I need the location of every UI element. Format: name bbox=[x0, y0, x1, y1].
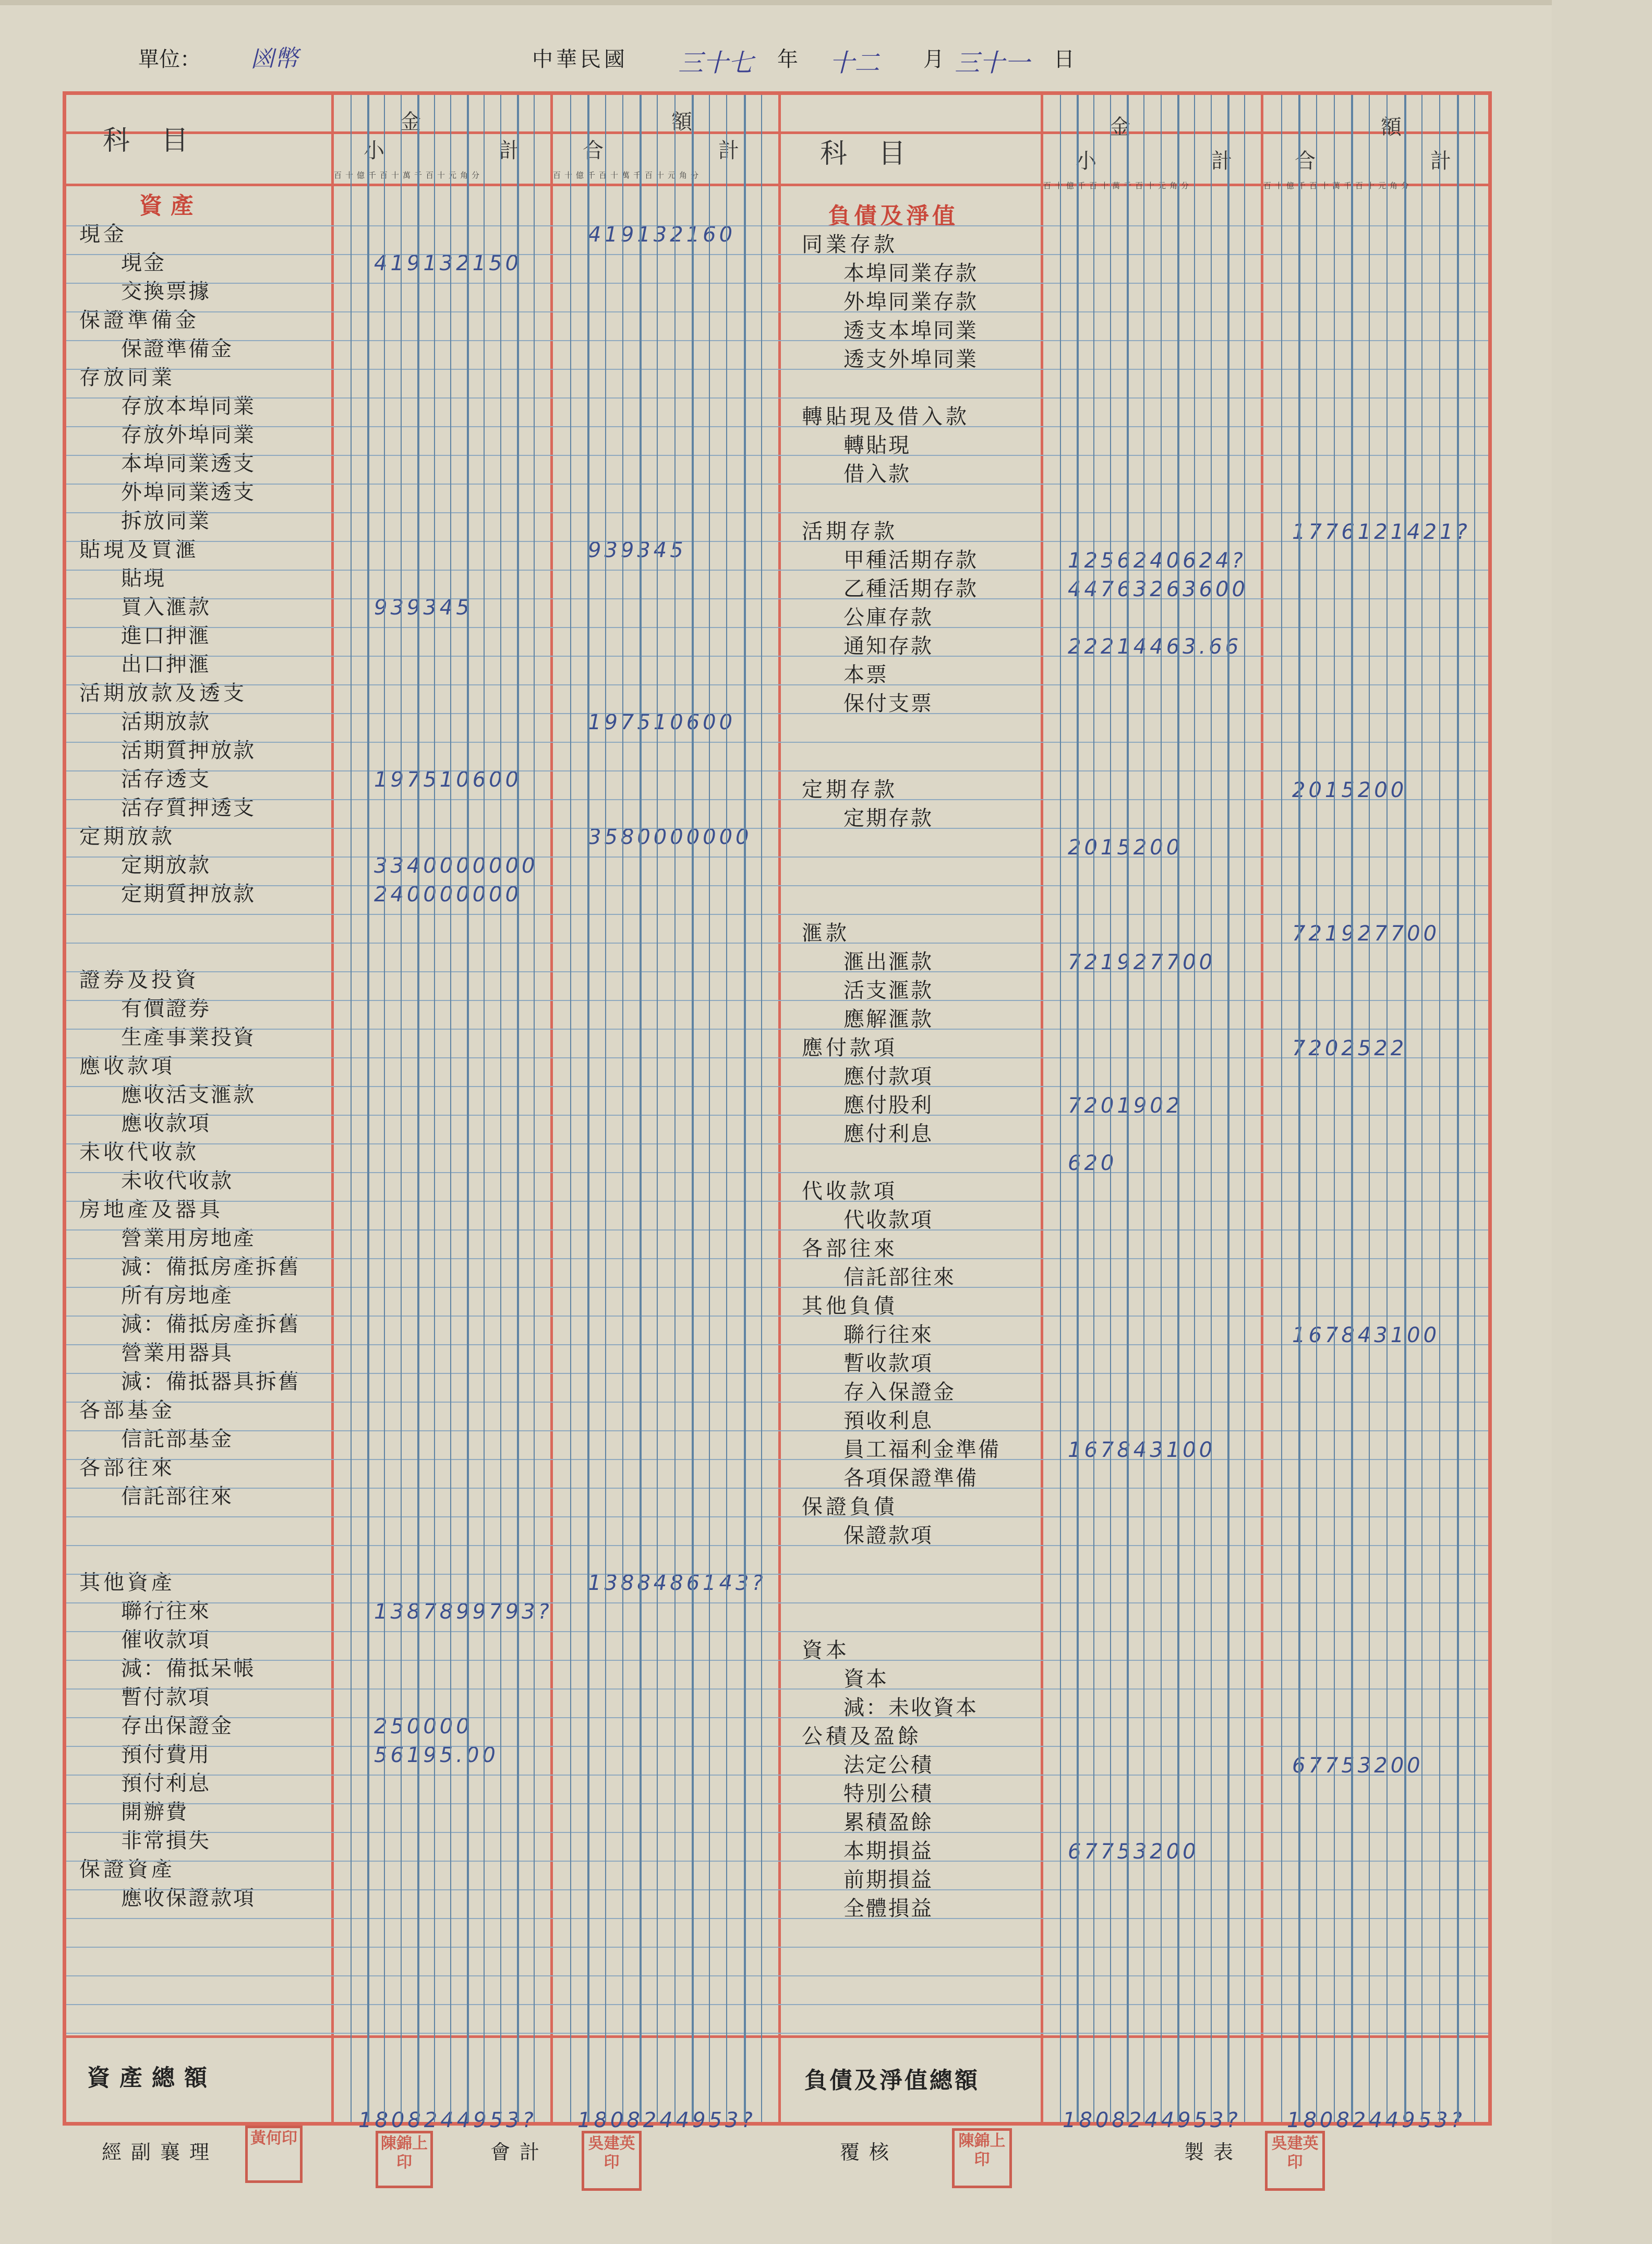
assets-row-label: 營業用器具 bbox=[121, 1341, 233, 1365]
grid-digit-line bbox=[367, 95, 369, 2122]
assets-row-label: 減：備抵房產拆舊 bbox=[121, 1312, 300, 1336]
assets-row-label: 信託部基金 bbox=[121, 1427, 233, 1451]
assets-row-label: 交換票據 bbox=[121, 280, 211, 304]
liabilities-row-label: 預收利息 bbox=[843, 1409, 933, 1433]
assets-row-subtotal: 56195.00 bbox=[374, 1743, 499, 1767]
grid-row-line bbox=[66, 1086, 1488, 1087]
assets-row-subtotal: 939345 bbox=[374, 596, 473, 620]
assets-row-subtotal: 1387899793? bbox=[374, 1600, 552, 1624]
grid-row-line bbox=[66, 1889, 1488, 1890]
digit-units-2: 百十億千百十萬千百十元角分 bbox=[553, 171, 703, 180]
liabilities-row-label: 各項保證準備 bbox=[843, 1466, 978, 1490]
grid-digit-line bbox=[605, 95, 606, 2122]
liabilities-row-subtotal: 7201902 bbox=[1068, 1094, 1183, 1118]
grid-row-line bbox=[66, 1287, 1488, 1288]
liabilities-row-label: 保證款項 bbox=[843, 1524, 933, 1548]
assets-row-label: 活期放款及透支 bbox=[79, 681, 247, 705]
grid-digit-line bbox=[1439, 95, 1440, 2122]
assets-row-subtotal: 197510600 bbox=[374, 768, 522, 792]
grid-digit-line bbox=[1457, 95, 1459, 2122]
assets-row-label: 未收代收款 bbox=[79, 1140, 199, 1164]
assets-row-label: 各部基金 bbox=[79, 1398, 175, 1422]
assets-row-label: 現金 bbox=[121, 251, 166, 275]
grid-row-line bbox=[66, 1631, 1488, 1632]
assets-row-label: 各部往來 bbox=[79, 1456, 175, 1480]
grid-row-line bbox=[66, 369, 1488, 370]
assets-row-label: 房地產及器具 bbox=[79, 1198, 223, 1222]
grid-row-line bbox=[66, 1430, 1488, 1431]
grid-row-line bbox=[66, 1459, 1488, 1460]
liabilities-row-label: 累積盈餘 bbox=[843, 1811, 933, 1835]
grid-row-line bbox=[66, 512, 1488, 513]
liabilities-row-label: 應付利息 bbox=[843, 1122, 933, 1146]
assets-heading: 資產 bbox=[139, 192, 202, 219]
grid-row-line bbox=[66, 713, 1488, 714]
liabilities-row-label: 本票 bbox=[843, 663, 888, 687]
grid-row-line bbox=[66, 1832, 1488, 1833]
assets-row-label: 買入滙款 bbox=[121, 595, 211, 619]
grid-row-line bbox=[66, 541, 1488, 542]
grid-row-line bbox=[66, 1115, 1488, 1116]
assets-row-subtotal: 250000 bbox=[374, 1715, 473, 1739]
assets-row-label: 定期放款 bbox=[121, 853, 211, 877]
liabilities-row-label: 聯行往來 bbox=[843, 1323, 933, 1347]
grid-row-line bbox=[66, 856, 1488, 858]
grid-digit-line bbox=[1194, 95, 1195, 2122]
liabilities-row-label: 各部往來 bbox=[802, 1237, 898, 1261]
grid-digit-line bbox=[1227, 95, 1229, 2122]
grid-digit-line bbox=[709, 95, 710, 2122]
grid-row-line bbox=[66, 684, 1488, 685]
liabilities-row-label: 透支外埠同業 bbox=[843, 347, 978, 371]
liabilities-row-label: 透支本埠同業 bbox=[843, 319, 978, 343]
liabilities-row-label: 存入保證金 bbox=[843, 1380, 956, 1404]
assets-row-label: 應收款項 bbox=[79, 1054, 175, 1078]
assets-row-label: 減：備抵房產拆舊 bbox=[121, 1255, 300, 1279]
assets-row-label: 存放外埠同業 bbox=[121, 423, 256, 447]
assets-row-label: 活存質押透支 bbox=[121, 796, 256, 820]
liabilities-grand-subtotal: 1808244953? bbox=[1063, 2108, 1241, 2132]
total-header-right: 合計 bbox=[1295, 149, 1566, 173]
grid-digit-line bbox=[1060, 95, 1061, 2122]
grid-row-line bbox=[66, 570, 1488, 571]
grid-row-line bbox=[66, 1602, 1488, 1603]
liabilities-row-label: 應付款項 bbox=[843, 1065, 933, 1089]
grid-row-line bbox=[66, 1316, 1488, 1317]
grid-digit-line bbox=[1177, 95, 1179, 2122]
assets-row-label: 出口押滙 bbox=[121, 653, 211, 677]
day-value: 三十一 bbox=[955, 49, 1030, 78]
liabilities-row-total: 1776121421? bbox=[1292, 520, 1470, 544]
unit-label: 單位： bbox=[138, 47, 201, 71]
grid-digit-line bbox=[467, 95, 469, 2122]
grid-row-line bbox=[66, 1688, 1488, 1690]
grid-row-line bbox=[66, 598, 1488, 599]
liabilities-row-total: 167843100 bbox=[1292, 1323, 1440, 1347]
digit-units-3: 百十億千百十萬千百十元角分 bbox=[1043, 181, 1193, 190]
unit-value: 𠚍幣 bbox=[250, 44, 298, 73]
grid-row-line bbox=[66, 1402, 1488, 1403]
grid-row-line bbox=[66, 1516, 1488, 1517]
liabilities-row-label: 定期存款 bbox=[802, 778, 898, 802]
grid-row-line bbox=[66, 1918, 1488, 1919]
assets-row-label: 預付費用 bbox=[121, 1743, 211, 1767]
grid-digit-line bbox=[1298, 95, 1300, 2122]
liabilities-row-label: 應付股利 bbox=[843, 1093, 933, 1117]
grid-digit-line bbox=[1211, 95, 1212, 2122]
grid-digit-line bbox=[534, 95, 535, 2122]
liabilities-row-label: 外埠同業存款 bbox=[843, 290, 978, 314]
liabilities-grand-total: 1808244953? bbox=[1287, 2108, 1465, 2132]
assets-row-subtotal: 3340000000 bbox=[374, 854, 538, 878]
assets-row-label: 開辦費 bbox=[121, 1800, 188, 1824]
grid-digit-line bbox=[1369, 95, 1370, 2122]
assets-row-label: 定期質押放款 bbox=[121, 882, 256, 906]
accounting-seal: 吳建英印 bbox=[582, 2131, 642, 2191]
liabilities-row-label: 減：未收資本 bbox=[843, 1696, 978, 1720]
assets-row-label: 保證資產 bbox=[79, 1857, 175, 1881]
grid-row-line bbox=[66, 1803, 1488, 1804]
grid-row-line bbox=[66, 1229, 1488, 1230]
liabilities-row-label: 公庫存款 bbox=[843, 606, 933, 630]
grid-digit-line bbox=[1110, 95, 1111, 2122]
assets-row-label: 本埠同業透支 bbox=[121, 452, 256, 476]
grid-digit-line bbox=[1281, 95, 1282, 2122]
grid-row-line bbox=[66, 1660, 1488, 1661]
liabilities-row-subtotal: 1256240624? bbox=[1068, 549, 1246, 573]
assets-row-label: 暫付款項 bbox=[121, 1685, 211, 1709]
grid-row-line bbox=[66, 1975, 1488, 1976]
grid-row-line bbox=[66, 1057, 1488, 1058]
grid-digit-line bbox=[640, 95, 642, 2122]
liabilities-row-label: 本期損益 bbox=[843, 1839, 933, 1863]
liabilities-row-label: 代收款項 bbox=[802, 1179, 898, 1203]
liabilities-row-label: 同業存款 bbox=[802, 233, 898, 257]
assets-row-label: 現金 bbox=[79, 222, 127, 246]
grid-digit-line bbox=[674, 95, 676, 2122]
liabilities-heading: 負債及淨值 bbox=[828, 203, 958, 230]
assets-row-label: 有價證券 bbox=[121, 997, 211, 1021]
liabilities-row-label: 其他負債 bbox=[802, 1294, 898, 1318]
assets-row-label: 非常損失 bbox=[121, 1829, 211, 1853]
grid-digit-line bbox=[1334, 95, 1335, 2122]
grid-row-line bbox=[66, 1746, 1488, 1747]
liabilities-row-label: 保付支票 bbox=[843, 692, 933, 716]
review-label: 覆核 bbox=[840, 2141, 899, 2164]
liabilities-row-total: 721927700 bbox=[1292, 922, 1440, 946]
grid-digit-line bbox=[622, 95, 623, 2122]
liabilities-row-total: 2015200 bbox=[1292, 778, 1407, 802]
grid-digit-line bbox=[1474, 95, 1475, 2122]
liabilities-row-subtotal: 2015200 bbox=[1068, 836, 1183, 860]
grid-row-line bbox=[66, 770, 1488, 771]
liabilities-row-subtotal: 167843100 bbox=[1068, 1438, 1216, 1462]
grid-digit-line bbox=[417, 95, 419, 2122]
grid-row-line bbox=[66, 1000, 1488, 1001]
assets-row-label: 營業用房地產 bbox=[121, 1226, 256, 1250]
liabilities-row-label: 通知存款 bbox=[843, 634, 933, 658]
assets-row-total: 3580000000 bbox=[588, 825, 752, 849]
liabilities-row-label: 活支滙款 bbox=[843, 979, 933, 1003]
liabilities-row-label: 應付款項 bbox=[802, 1036, 898, 1060]
grid-row-line bbox=[66, 1947, 1488, 1948]
grid-row-line bbox=[66, 1717, 1488, 1718]
grid-row-line bbox=[66, 340, 1488, 341]
grid-row-line bbox=[66, 311, 1488, 312]
assets-row-label: 貼現及買滙 bbox=[79, 538, 199, 562]
assets-row-label: 應收活支滙款 bbox=[121, 1083, 256, 1107]
grid-digit-line bbox=[1244, 95, 1245, 2122]
paper-edge bbox=[0, 0, 1552, 5]
liabilities-row-label: 甲種活期存款 bbox=[843, 548, 978, 572]
republic-label: 中華民國 bbox=[532, 47, 628, 71]
grid-digit-line bbox=[1127, 95, 1129, 2122]
assets-row-label: 存放本埠同業 bbox=[121, 394, 256, 418]
grid-row-line bbox=[66, 656, 1488, 657]
month-label: 月 bbox=[923, 47, 944, 71]
subject-header-right: 科目 bbox=[820, 138, 937, 170]
grid-row-line bbox=[66, 1029, 1488, 1030]
grid-row-line bbox=[66, 1488, 1488, 1489]
grid-row-line bbox=[66, 885, 1488, 886]
grid-digit-line bbox=[1143, 95, 1144, 2122]
assets-row-label: 未收代收款 bbox=[121, 1169, 233, 1193]
assets-grand-total: 1808244953? bbox=[577, 2108, 756, 2132]
assets-row-label: 減：備抵器具拆舊 bbox=[121, 1370, 300, 1394]
grid-row-line bbox=[66, 397, 1488, 399]
grid-row-line bbox=[66, 2033, 1488, 2034]
assets-row-label: 貼現 bbox=[121, 566, 166, 590]
assets-row-label: 聯行往來 bbox=[121, 1599, 211, 1623]
grid-row-line bbox=[66, 943, 1488, 944]
grid-digit-line bbox=[1386, 95, 1388, 2122]
assets-row-label: 存放同業 bbox=[79, 366, 175, 390]
grid-row-line bbox=[66, 742, 1488, 743]
grid-digit-line bbox=[657, 95, 658, 2122]
grid-row-line bbox=[66, 225, 1488, 226]
assets-row-label: 保證準備金 bbox=[121, 337, 233, 361]
grid-digit-line bbox=[761, 95, 762, 2122]
digit-units-1: 百十億千百十萬千百十元角分 bbox=[334, 171, 484, 180]
grid-digit-line bbox=[1351, 95, 1353, 2122]
assets-row-label: 進口押滙 bbox=[121, 624, 211, 648]
assets-row-label: 生產事業投資 bbox=[121, 1026, 256, 1049]
manager-seal: 黃何印 bbox=[245, 2126, 303, 2183]
year-value: 三十七 bbox=[678, 49, 754, 78]
grid-row-line bbox=[66, 1373, 1488, 1374]
grid-row-line bbox=[66, 1545, 1488, 1546]
grid-digit-line bbox=[587, 95, 589, 2122]
liabilities-row-label: 員工福利金準備 bbox=[843, 1438, 1000, 1462]
liabilities-row-label: 本埠同業存款 bbox=[843, 261, 978, 285]
assets-row-label: 活存透支 bbox=[121, 767, 211, 791]
liabilities-row-label: 滙款 bbox=[802, 921, 850, 945]
liabilities-row-subtotal: 721927700 bbox=[1068, 950, 1216, 974]
grid-row-line bbox=[66, 828, 1488, 829]
grid-row-line bbox=[66, 914, 1488, 915]
liabilities-row-label: 代收款項 bbox=[843, 1208, 933, 1232]
amount-header-right: 金額 bbox=[1110, 115, 1652, 139]
review-seal: 陳錦上印 bbox=[952, 2128, 1012, 2188]
assets-row-label: 所有房地產 bbox=[121, 1284, 233, 1308]
liabilities-row-label: 應解滙款 bbox=[843, 1007, 933, 1031]
grid-digit-line bbox=[384, 95, 385, 2122]
assets-row-subtotal: 419132150 bbox=[374, 251, 522, 275]
liabilities-row-label: 滙出滙款 bbox=[843, 950, 933, 974]
grid-digit-line bbox=[692, 95, 694, 2122]
assets-row-label: 催收款項 bbox=[121, 1628, 211, 1652]
grid-row-line bbox=[66, 1574, 1488, 1575]
grid-row-line bbox=[66, 1861, 1488, 1862]
assets-row-total: 939345 bbox=[588, 538, 686, 562]
grid-digit-line bbox=[570, 95, 571, 2122]
total-header-left: 合計 bbox=[583, 139, 854, 163]
grid-digit-line bbox=[401, 95, 402, 2122]
liabilities-row-subtotal: 620 bbox=[1068, 1151, 1117, 1175]
month-value: 十二 bbox=[829, 49, 880, 78]
liabilities-row-label: 資本 bbox=[843, 1667, 888, 1691]
grid-row-line bbox=[66, 1775, 1488, 1776]
assets-row-label: 保證準備金 bbox=[79, 308, 199, 332]
grid-row-line bbox=[66, 2004, 1488, 2005]
assets-row-label: 拆放同業 bbox=[121, 509, 211, 533]
assets-row-subtotal: 240000000 bbox=[374, 883, 522, 907]
assets-row-label: 其他資產 bbox=[79, 1571, 175, 1595]
grid-digit-line bbox=[351, 95, 352, 2122]
liabilities-row-label: 活期存款 bbox=[802, 520, 898, 544]
liabilities-row-label: 資本 bbox=[802, 1638, 850, 1662]
grid-row-line bbox=[66, 1143, 1488, 1144]
grid-row-line bbox=[66, 484, 1488, 485]
manager-label: 經副襄理 bbox=[102, 2141, 219, 2164]
year-label: 年 bbox=[777, 47, 798, 71]
manager-seal-2: 陳錦上印 bbox=[376, 2131, 433, 2188]
assets-total-label: 資產總額 bbox=[87, 2065, 216, 2091]
prepared-label: 製表 bbox=[1184, 2141, 1243, 2164]
grid-digit-line bbox=[1316, 95, 1317, 2122]
liabilities-row-total: 67753200 bbox=[1292, 1754, 1424, 1778]
assets-row-label: 存出保證金 bbox=[121, 1714, 233, 1738]
accounting-label: 會計 bbox=[490, 2141, 549, 2164]
assets-row-label: 應收款項 bbox=[121, 1112, 211, 1136]
grid-digit-line bbox=[500, 95, 501, 2122]
liabilities-row-label: 特別公積 bbox=[843, 1782, 933, 1806]
grid-row-line bbox=[66, 426, 1488, 427]
liabilities-row-label: 前期損益 bbox=[843, 1868, 933, 1892]
grid-row-line bbox=[66, 971, 1488, 972]
assets-row-label: 應收保證款項 bbox=[121, 1886, 256, 1910]
amount-header-left: 金額 bbox=[400, 110, 943, 134]
liabilities-row-label: 轉貼現及借入款 bbox=[802, 405, 970, 429]
liabilities-total-label: 負債及淨值總額 bbox=[804, 2067, 980, 2094]
assets-row-label: 外埠同業透支 bbox=[121, 480, 256, 504]
liabilities-row-label: 乙種活期存款 bbox=[843, 577, 978, 601]
grid-row-line bbox=[66, 254, 1488, 255]
assets-grand-subtotal: 1808244953? bbox=[358, 2108, 537, 2132]
assets-row-label: 活期放款 bbox=[121, 710, 211, 734]
grid-digit-line bbox=[484, 95, 485, 2122]
liabilities-row-label: 定期存款 bbox=[843, 806, 933, 830]
assets-row-label: 信託部往來 bbox=[121, 1485, 233, 1509]
digit-units-4: 百十億千百十萬千百十元角分 bbox=[1263, 181, 1413, 190]
liabilities-row-label: 法定公積 bbox=[843, 1753, 933, 1777]
grid-digit-line bbox=[726, 95, 727, 2122]
grid-row-line bbox=[66, 1258, 1488, 1259]
grid-digit-line bbox=[517, 95, 519, 2122]
grid-row-line bbox=[66, 283, 1488, 284]
grid-digit-line bbox=[1421, 95, 1422, 2122]
day-label: 日 bbox=[1054, 47, 1075, 71]
assets-row-total: 197510600 bbox=[588, 710, 736, 734]
liabilities-row-label: 保證負債 bbox=[802, 1495, 898, 1519]
liabilities-row-subtotal: 22214463.66 bbox=[1068, 635, 1242, 659]
grid-row-line bbox=[66, 1201, 1488, 1202]
grid-row-line bbox=[66, 455, 1488, 456]
assets-row-total: 419132160 bbox=[588, 223, 736, 247]
grid-digit-line bbox=[1077, 95, 1079, 2122]
grid-digit-line bbox=[1161, 95, 1162, 2122]
assets-row-label: 預付利息 bbox=[121, 1771, 211, 1795]
grid-row-line bbox=[66, 799, 1488, 800]
assets-row-label: 減：備抵呆帳 bbox=[121, 1657, 256, 1681]
subtotal-header-left: 小計 bbox=[364, 139, 635, 163]
subtotal-header-right: 小計 bbox=[1076, 149, 1347, 173]
grid-row-line bbox=[66, 627, 1488, 628]
liabilities-row-label: 全體損益 bbox=[843, 1897, 933, 1921]
grid-row-line bbox=[66, 1344, 1488, 1345]
grid-digit-line bbox=[744, 95, 746, 2122]
grid-row-line bbox=[66, 1172, 1488, 1173]
assets-row-total: 1388486143? bbox=[588, 1571, 766, 1595]
grid-digit-line bbox=[450, 95, 451, 2122]
subject-header-left: 科目 bbox=[103, 125, 220, 156]
assets-row-label: 證券及投資 bbox=[79, 968, 199, 992]
grid-digit-line bbox=[1093, 95, 1094, 2122]
liabilities-row-subtotal: 44763263600 bbox=[1068, 577, 1248, 601]
grid-digit-line bbox=[1404, 95, 1406, 2122]
liabilities-row-label: 借入款 bbox=[843, 462, 911, 486]
liabilities-row-label: 公積及盈餘 bbox=[802, 1724, 922, 1748]
prepared-seal: 吳建英印 bbox=[1265, 2131, 1325, 2191]
grid-digit-line bbox=[434, 95, 435, 2122]
assets-row-label: 定期放款 bbox=[79, 825, 175, 849]
ledger-frame bbox=[63, 91, 1652, 2132]
liabilities-row-total: 7202522 bbox=[1292, 1036, 1407, 1060]
liabilities-row-subtotal: 67753200 bbox=[1068, 1840, 1199, 1864]
liabilities-row-label: 暫收款項 bbox=[843, 1352, 933, 1376]
assets-row-label: 活期質押放款 bbox=[121, 739, 256, 763]
liabilities-row-label: 信託部往來 bbox=[843, 1265, 956, 1289]
liabilities-row-label: 轉貼現 bbox=[843, 433, 911, 457]
